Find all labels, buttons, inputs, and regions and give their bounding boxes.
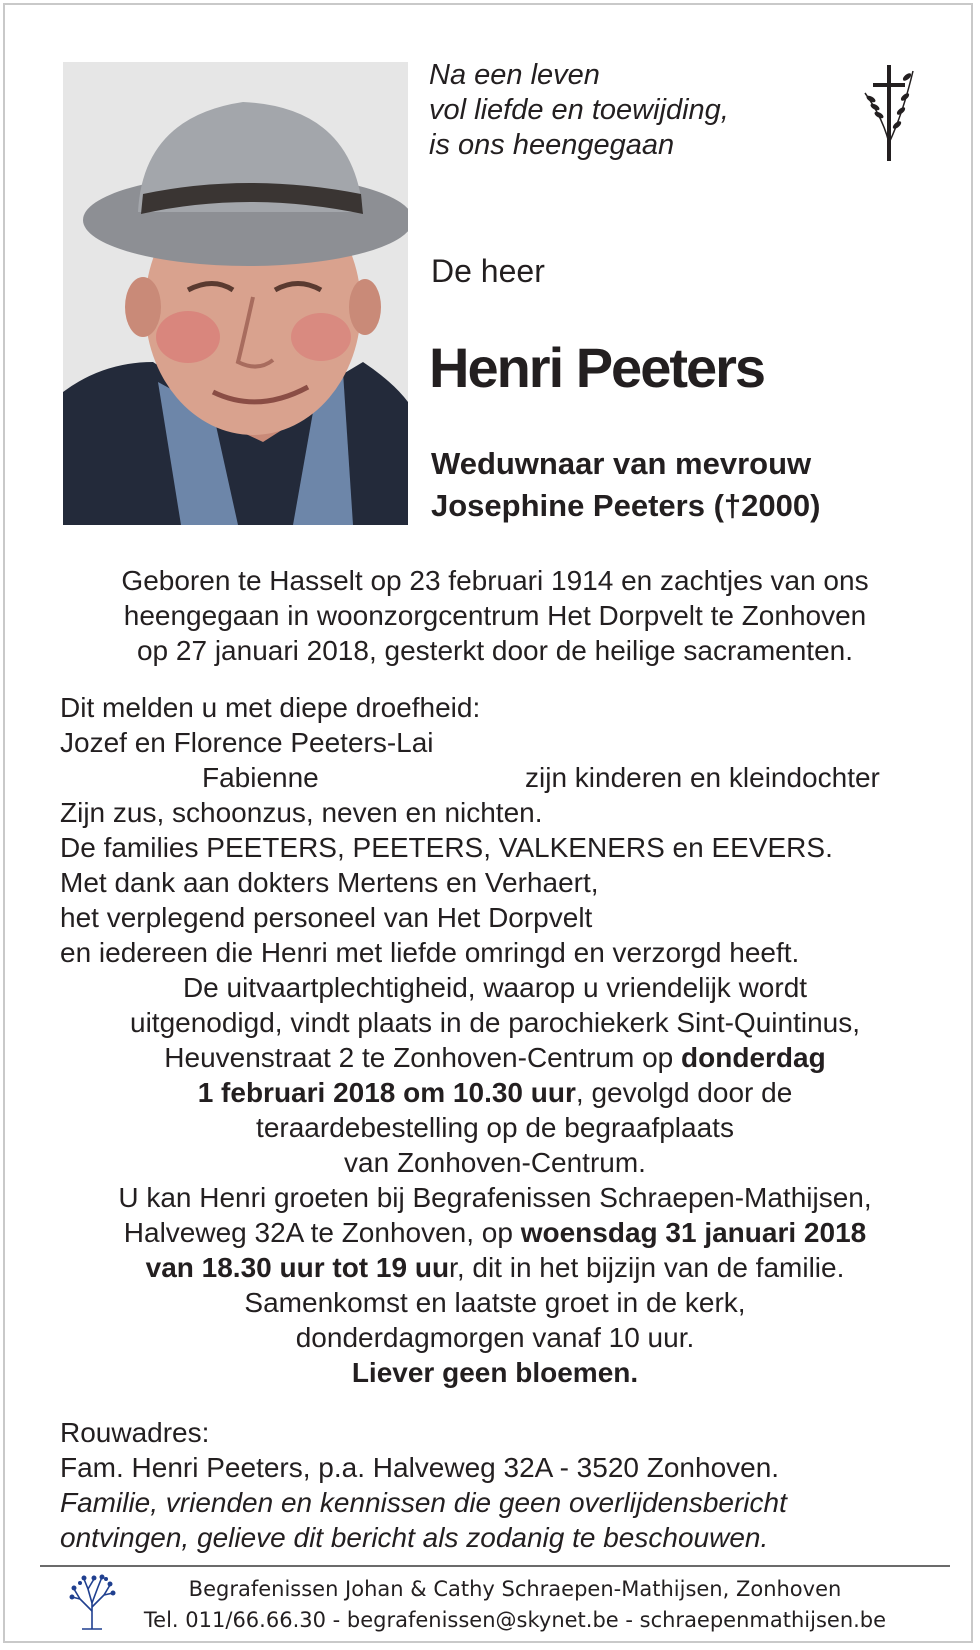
greeting-line: U kan Henri groeten bij Begrafenissen Schraepen-Mathijsen, [118, 1182, 872, 1213]
deceased-name: Henri Peeters [429, 336, 765, 399]
born-line: heengegaan in woonzorgcentrum Het Dorpvelt te Zonhoven [123, 600, 867, 631]
footer-line: Begrafenissen Johan & Cathy Schraepen-Mathijsen, Zonhoven [188, 1577, 842, 1601]
funeral-line [45, 1040, 945, 1075]
family-role: zijn kinderen en kleindochter [525, 762, 880, 793]
address-value: Fam. Henri Peeters, p.a. Halveweg 32A - 3520 Zonhoven. [60, 1452, 780, 1483]
obituary-card [3, 3, 973, 1643]
funeral-line [45, 1075, 945, 1110]
greeting-text: r, dit in het bijzijn van de familie. [449, 1252, 845, 1283]
opening-line: vol liefde en toewijding, [429, 94, 729, 126]
born-line: Geboren te Hasselt op 23 februari 1914 en zachtjes van ons [121, 565, 869, 596]
announce-intro: Dit melden u met diepe droefheid: [60, 692, 481, 723]
spouse-line: Weduwnaar van mevrouw [431, 446, 812, 481]
family-line: Fabienne [202, 762, 319, 793]
opening-verse [429, 58, 729, 163]
thanks-line: Met dank aan dokters Mertens en Verhaert, [60, 867, 599, 898]
address-note: Familie, vrienden en kennissen die geen overlijdensbericht [60, 1487, 787, 1518]
family-line: Zijn zus, schoonzus, neven en nichten. [60, 797, 543, 828]
greeting-time: van 18.30 uur tot 19 uu [145, 1252, 450, 1283]
family-line: De families PEETERS, PEETERS, VALKENERS en EEVERS. [60, 832, 833, 863]
born-line: op 27 januari 2018, gesterkt door de heilige sacramenten. [136, 635, 854, 666]
address-label: Rouwadres: [60, 1417, 210, 1448]
opening-line: is ons heengegaan [429, 129, 675, 161]
funeral-line: uitgenodigd, vindt plaats in de parochiekerk Sint-Quintinus, [130, 1007, 860, 1038]
greeting-line [45, 1215, 945, 1250]
no-flowers-note: Liever geen bloemen. [351, 1357, 639, 1388]
funeral-date-time: 1 februari 2018 om 10.30 uur [197, 1077, 576, 1108]
greeting-line [45, 1250, 945, 1285]
spouse-line: Josephine Peeters (†2000) [431, 488, 821, 523]
honorific: De heer [431, 253, 545, 289]
cross-with-wheat-icon [857, 63, 923, 163]
funeral-day: donderdag [681, 1042, 826, 1073]
birth-death-info [45, 563, 945, 668]
thanks-line: en iedereen die Henri met liefde omringd en verzorgd heeft. [60, 937, 800, 968]
funeral-line: van Zonhoven-Centrum. [344, 1147, 646, 1178]
greeting-date: woensdag 31 januari 2018 [520, 1217, 867, 1248]
portrait-photo [63, 62, 408, 525]
family-line: Jozef en Florence Peeters-Lai [60, 727, 434, 758]
address-note: ontvingen, gelieve dit bericht als zodanig te beschouwen. [60, 1522, 769, 1553]
spouse-info [431, 443, 820, 527]
greeting-line: donderdagmorgen vanaf 10 uur. [295, 1322, 695, 1353]
greeting-text: Halveweg 32A te Zonhoven, op [123, 1217, 521, 1248]
opening-line: Na een leven [429, 59, 600, 91]
funeral-home-footer [125, 1574, 905, 1636]
funeral-line: De uitvaartplechtigheid, waarop u vriendelijk wordt [182, 972, 808, 1003]
funeral-line: teraardebestelling op de begraafplaats [256, 1112, 734, 1143]
thanks-line: het verplegend personeel van Het Dorpvelt [60, 902, 593, 933]
footer-divider [40, 1565, 950, 1567]
footer-line: Tel. 011/66.66.30 - begrafenissen@skynet.be - schraepenmathijsen.be [143, 1608, 887, 1632]
funeral-text: , gevolgd door de [575, 1077, 793, 1108]
funeral-text: Heuvenstraat 2 te Zonhoven-Centrum op [164, 1042, 682, 1073]
tree-logo-icon [68, 1573, 116, 1631]
greeting-line: Samenkomst en laatste groet in de kerk, [244, 1287, 746, 1318]
